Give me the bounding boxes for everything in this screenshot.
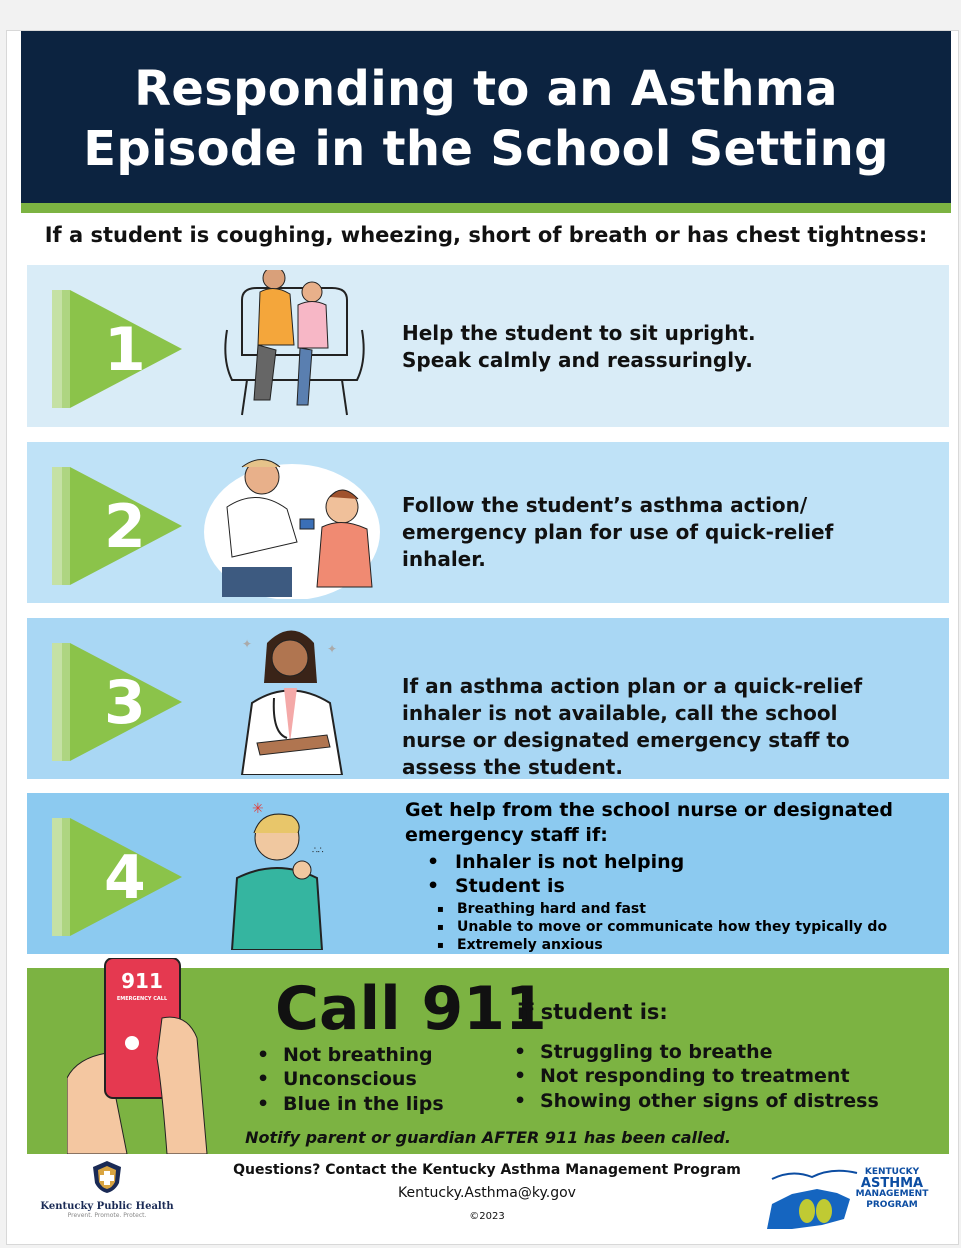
list-item: • Blue in the lips (257, 1093, 444, 1115)
step-number: 4 (104, 843, 146, 913)
list-item: • Unconscious (257, 1068, 417, 1090)
sub-list-item: ▪ Breathing hard and fast (437, 901, 646, 917)
sub-list-item: ▪ Unable to move or communicate how they typically do (437, 919, 887, 935)
call-911-title: Call 911 (275, 974, 547, 1044)
step-4-heading: Get help from the school nurse or designated emergency staff if: (405, 799, 893, 846)
step-4 (27, 793, 949, 954)
list-item: • Inhaler is not helping (427, 851, 684, 873)
coughing-student-illustration (202, 798, 382, 950)
page (6, 30, 959, 1245)
kentucky-asthma-management-program-logo: KENTUCKY ASTHMA MANAGEMENT PROGRAM (762, 1159, 952, 1239)
nurse-illustration (202, 623, 382, 775)
svg-text:∴∴: ∴∴ (312, 846, 324, 856)
svg-text:911: 911 (121, 969, 163, 993)
list-item: • Struggling to breathe (514, 1041, 773, 1063)
step-arrow-icon (52, 818, 182, 936)
step-1-text: Help the student to sit upright. Speak calmly and reassuringly. (402, 321, 756, 372)
step-3-text: If an asthma action plan or a quick-relief inhaler is not available, call the school nurse or designated emergency staff to assess the student. (402, 674, 863, 779)
phone-emergency-call-icon (67, 958, 227, 1154)
page-title: Responding to an Asthma Episode in the School Setting (83, 61, 889, 177)
green-divider (21, 203, 951, 213)
shield-icon (89, 1159, 125, 1195)
call-911-subtitle: if student is: (517, 1000, 668, 1024)
step-number: 2 (104, 492, 146, 562)
step-1 (27, 265, 949, 427)
step-arrow-icon (52, 290, 182, 408)
svg-text:✦: ✦ (327, 642, 338, 656)
step-number: 3 (104, 668, 146, 738)
step-number: 1 (104, 315, 146, 385)
inhaler-help-illustration (202, 447, 382, 599)
list-item: • Showing other signs of distress (514, 1090, 879, 1112)
contact-email: Kentucky.Asthma@ky.gov (398, 1185, 576, 1201)
step-3 (27, 618, 949, 779)
intro-text: If a student is coughing, wheezing, short of breath or has chest tightness: (44, 223, 928, 247)
notify-text: Notify parent or guardian AFTER 911 has been called. (245, 1128, 731, 1147)
call-911-panel (27, 968, 949, 1154)
copyright: ©2023 (469, 1211, 505, 1222)
step-2 (27, 442, 949, 603)
contact-question: Questions? Contact the Kentucky Asthma Management Program (233, 1162, 741, 1178)
svg-text:✦: ✦ (242, 637, 253, 651)
step-arrow-icon (52, 467, 182, 585)
list-item: • Not breathing (257, 1044, 433, 1066)
svg-text:EMERGENCY CALL: EMERGENCY CALL (116, 996, 168, 1002)
svg-text:✳: ✳ (252, 801, 264, 817)
seated-adult-child-illustration (202, 270, 382, 422)
list-item: • Not responding to treatment (514, 1065, 850, 1087)
header-banner (21, 31, 951, 203)
step-2-text: Follow the student’s asthma action/ emergency plan for use of quick-relief inhaler. (402, 493, 834, 571)
step-arrow-icon (52, 643, 182, 761)
sub-list-item: ▪ Extremely anxious (437, 937, 603, 953)
kentucky-public-health-logo: Kentucky Public Health Prevent. Promote. Protect. (37, 1159, 177, 1239)
list-item: • Student is (427, 875, 565, 897)
